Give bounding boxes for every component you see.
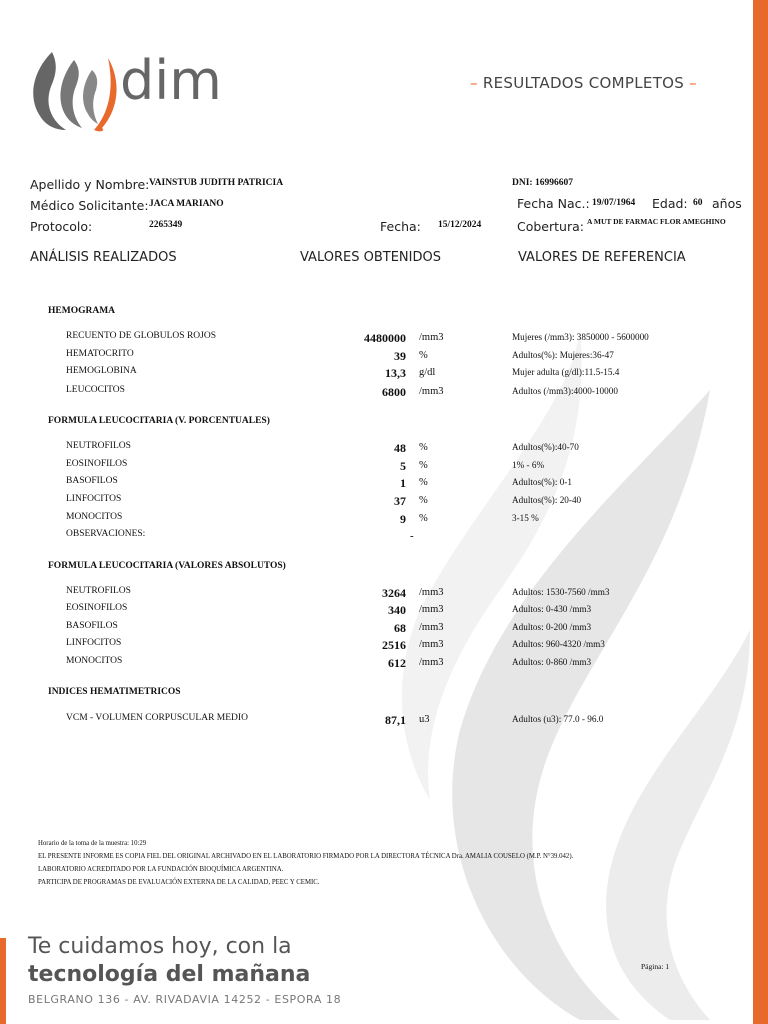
row-value: 3264 [382,586,406,600]
row-reference: Adultos(%): Mujeres:36-47 [512,350,614,360]
row-name: LINFOCITOS [66,494,122,504]
footnote-accreditation: LABORATORIO ACREDITADO POR LA FUNDACIÓN BIOQUÍMICA ARGENTINA. [38,866,284,873]
row-reference: Adultos(%): 20-40 [512,495,582,505]
row-value: 68 [394,621,406,635]
address: BELGRANO 136 - AV. RIVADAVIA 14252 - ESPORA 18 [28,993,342,1006]
section-title-formula-pct: FORMULA LEUCOCITARIA (V. PORCENTUALES) [48,416,270,426]
row-unit: /mm3 [419,587,444,598]
row-reference: Adultos: 0-430 /mm3 [512,604,592,614]
row-name: RECUENTO DE GLOBULOS ROJOS [66,331,216,341]
section-title-hemograma: HEMOGRAMA [48,306,116,316]
column-header-reference: VALORES DE REFERENCIA [518,250,686,265]
row-name: BASOFILOS [66,476,118,486]
row-value: 9 [400,512,406,526]
row-unit: g/dl [419,367,436,378]
dni-label: DNI: [512,178,533,188]
column-header-analysis: ANÁLISIS REALIZADOS [30,250,177,265]
section-title-indices: INDICES HEMATIMETRICOS [48,687,181,697]
row-name: MONOCITOS [66,656,123,666]
row-unit: /mm3 [419,639,444,650]
doctor-name: JACA MARIANO [149,199,224,209]
row-unit: % [419,442,428,453]
footer-orange-bar [0,938,6,1024]
row-reference: Adultos (u3): 77.0 - 96.0 [512,714,604,724]
row-reference: Adultos (/mm3):4000-10000 [512,386,618,396]
row-reference: Mujer adulta (g/dl):11.5-15.4 [512,367,620,377]
row-name: LINFOCITOS [66,638,122,648]
row-reference: 3-15 % [512,513,539,523]
row-value: 48 [394,441,406,455]
row-name: MONOCITOS [66,512,123,522]
protocol-value: 2265349 [149,220,183,230]
title-dash-right: – [689,74,697,92]
row-name: VCM - VOLUMEN CORPUSCULAR MEDIO [66,713,248,723]
age-value: 60 [693,198,703,208]
flame-watermark-icon [380,330,760,1020]
footnote-programs: PARTICIPA DE PROGRAMAS DE EVALUACIÓN EXTERNA DE LA CALIDAD, PEEC Y CEMIC. [38,879,320,886]
row-reference: Mujeres (/mm3): 3850000 - 5600000 [512,332,649,342]
row-name: EOSINOFILOS [66,459,128,469]
row-value: 612 [388,656,406,670]
row-unit: % [419,495,428,506]
row-name: NEUTROFILOS [66,441,131,451]
observations-label: OBSERVACIONES: [66,529,146,539]
report-title-text: RESULTADOS COMPLETOS [482,74,685,92]
birth-date: 19/07/1964 [592,198,636,208]
row-name: NEUTROFILOS [66,586,131,596]
row-value: 4480000 [364,331,406,345]
row-value: 340 [388,603,406,617]
row-value: 1 [400,476,406,490]
row-unit: u3 [419,714,430,725]
report-title [470,74,697,92]
dim-flame-logo-icon [22,46,122,132]
age-label: Edad: [652,196,688,211]
observations-value: - [410,530,414,542]
row-unit: % [419,460,428,471]
dni-value: 16996607 [534,178,573,188]
row-name: LEUCOCITOS [66,385,125,395]
section-title-formula-abs: FORMULA LEUCOCITARIA (VALORES ABSOLUTOS) [48,561,286,571]
patient-name-label: Apellido y Nombre: [30,177,150,192]
row-name: HEMATOCRITO [66,349,134,359]
coverage-label: Cobertura: [517,219,584,234]
brand-wordmark: dim [120,49,222,112]
date-label: Fecha: [380,219,421,234]
row-reference: 1% - 6% [512,460,545,470]
row-unit: /mm3 [419,657,444,668]
row-reference: Adultos: 0-860 /mm3 [512,657,592,667]
page-number: Página: 1 [641,962,670,971]
row-reference: Adultos(%):40-70 [512,442,579,452]
dni [512,178,573,188]
slogan-line-2: tecnología del mañana [28,962,311,987]
protocol-label: Protocolo: [30,219,93,234]
birth-label: Fecha Nac.: [517,196,590,211]
row-name: BASOFILOS [66,621,118,631]
row-value: 37 [394,494,406,508]
row-value: 13,3 [385,366,406,380]
row-reference: Adultos: 960-4320 /mm3 [512,639,605,649]
row-value: 6800 [382,385,406,399]
title-dash-left: – [470,74,478,92]
row-unit: /mm3 [419,386,444,397]
doctor-label: Médico Solicitante: [30,198,149,213]
row-value: 5 [400,459,406,473]
footnote-copy-statement: EL PRESENTE INFORME ES COPIA FIEL DEL ORIGINAL ARCHIVADO EN EL LABORATORIO FIRMADO POR LA DIRECTORA TÉCNICA Dra. AMALIA COUSELO (M.P. N°39.042). [38,853,574,860]
column-header-values: VALORES OBTENIDOS [300,250,441,265]
row-reference: Adultos: 1530-7560 /mm3 [512,587,610,597]
slogan-line-1: Te cuidamos hoy, con la [28,934,292,959]
row-unit: % [419,477,428,488]
row-reference: Adultos: 0-200 /mm3 [512,622,592,632]
row-unit: % [419,513,428,524]
footnote-sample-time: Horario de la toma de la muestra: 10:29 [38,840,147,847]
patient-name: VAINSTUB JUDITH PATRICIA [149,178,284,188]
row-unit: /mm3 [419,332,444,343]
row-name: HEMOGLOBINA [66,366,137,376]
age-unit: años [712,196,742,211]
row-unit: /mm3 [419,622,444,633]
date-value: 15/12/2024 [438,220,482,230]
row-name: EOSINOFILOS [66,603,128,613]
row-reference: Adultos(%): 0-1 [512,477,572,487]
coverage-value: A MUT DE FARMAC FLOR AMEGHINO [587,217,726,226]
row-unit: % [419,350,428,361]
row-value: 2516 [382,638,406,652]
row-unit: /mm3 [419,604,444,615]
row-value: 87,1 [385,713,406,727]
row-value: 39 [394,349,406,363]
